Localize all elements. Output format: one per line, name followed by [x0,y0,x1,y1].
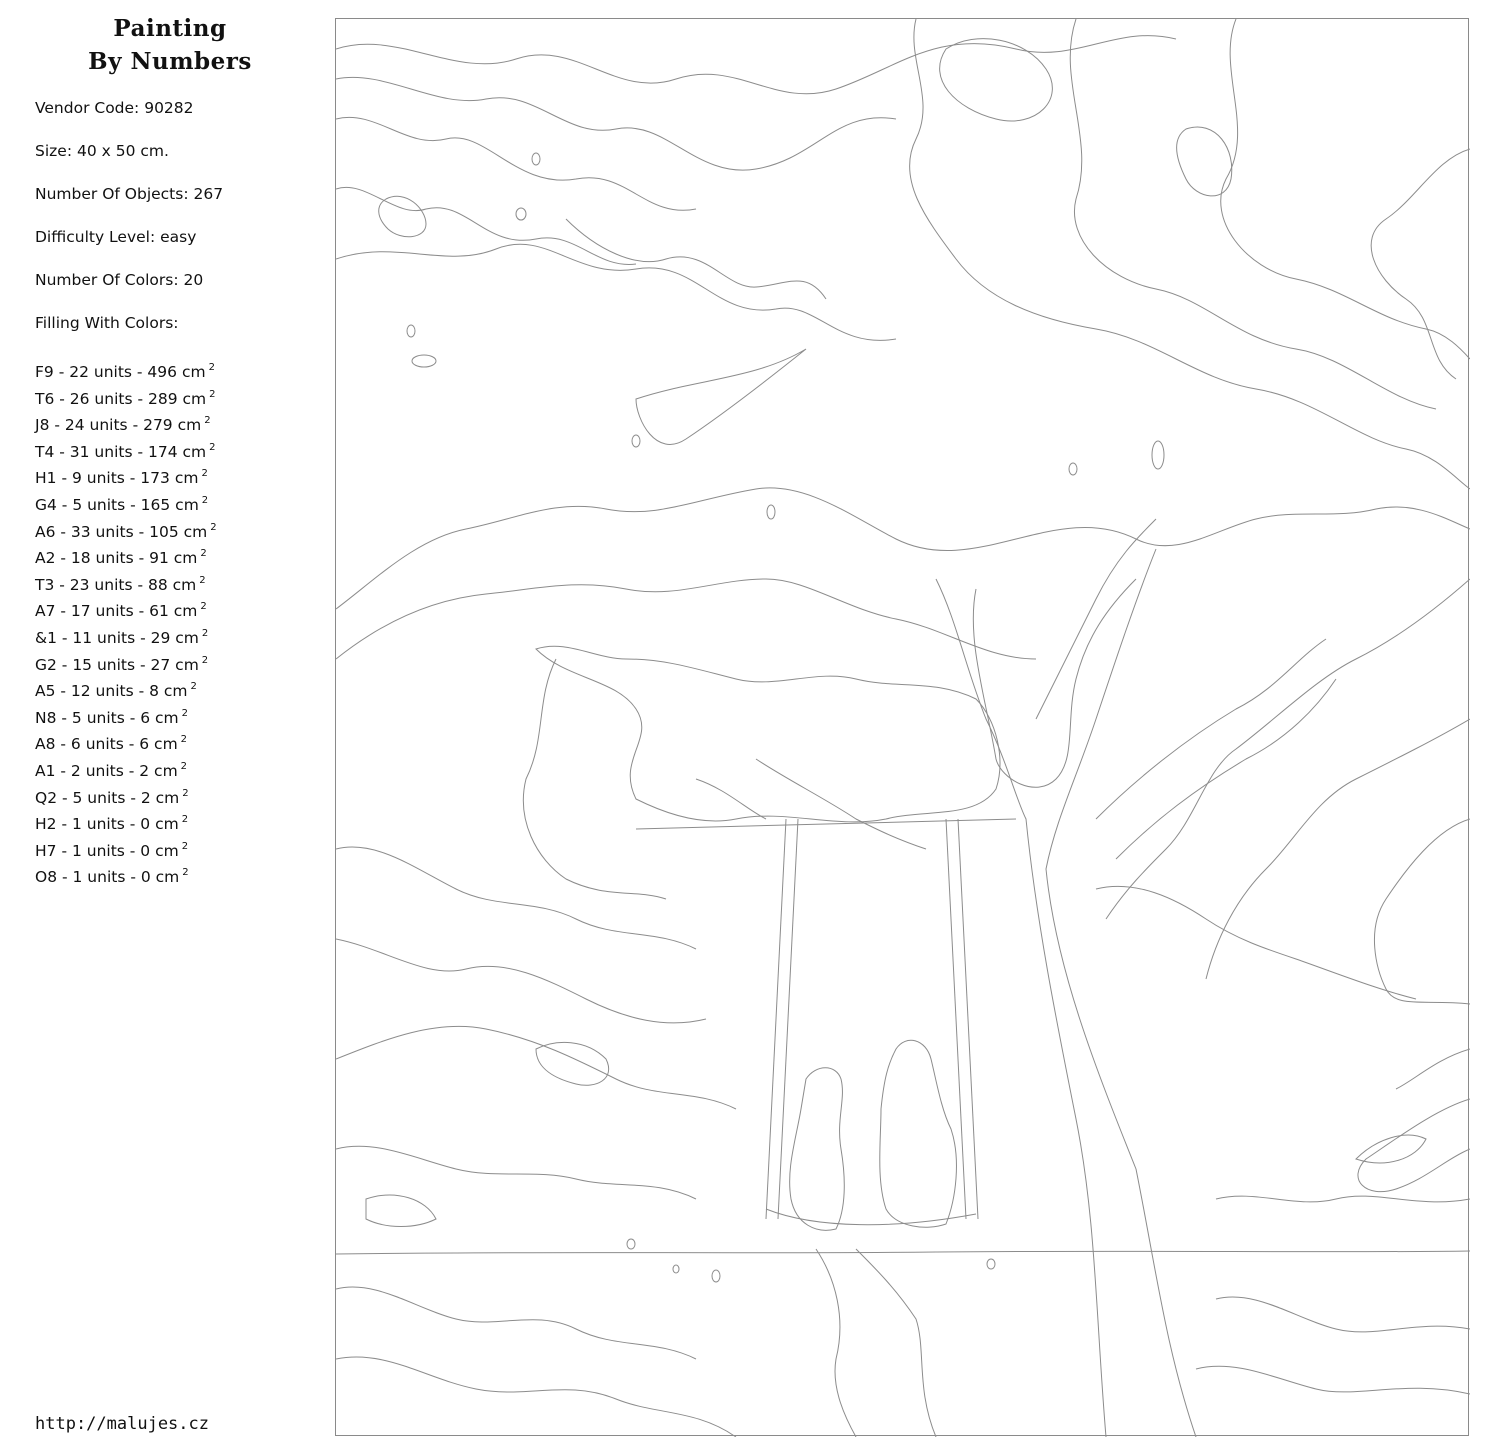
color-fill-text: &1 - 11 units - 29 cm [35,628,199,647]
unit-superscript: 2 [200,601,207,613]
unit-superscript: 2 [182,787,189,799]
color-fill-item [35,596,217,623]
color-fill-text: H1 - 9 units - 173 cm [35,469,199,488]
color-fill-item [35,384,217,411]
unit-superscript: 2 [210,521,217,533]
color-fill-text: Q2 - 5 units - 2 cm [35,788,180,807]
title-line-2: By Numbers [88,48,252,75]
unit-superscript: 2 [182,867,189,879]
color-fill-item [35,783,217,810]
unit-superscript: 2 [180,734,188,746]
product-info [35,98,223,356]
line-art [336,19,1470,1437]
color-fill-text: G4 - 5 units - 165 cm [35,495,199,514]
color-fill-text: H7 - 1 units - 0 cm [35,841,179,860]
color-fill-text: T6 - 26 units - 289 cm [35,389,207,408]
canvas-size: Size: 40 x 50 cm. [35,142,169,160]
color-fill-text: G2 - 15 units - 27 cm [35,655,199,674]
color-fill-item [35,836,217,863]
unit-superscript: 2 [200,548,207,560]
website-link[interactable]: http://malujes.cz [35,1414,209,1434]
colors-count: Number Of Colors: 20 [35,271,204,289]
color-fill-text: F9 - 22 units - 496 cm [35,363,206,381]
color-fill-text: A6 - 33 units - 105 cm [35,522,208,541]
color-fill-item [35,676,217,703]
unit-superscript: 2 [199,574,206,586]
unit-superscript: 2 [181,707,189,719]
color-fill-item [35,623,217,650]
color-fill-text: A8 - 6 units - 6 cm [35,735,178,754]
color-fill-item [35,410,217,437]
color-fill-text: A7 - 17 units - 61 cm [35,602,198,621]
color-fill-item [35,862,217,889]
coloring-canvas [335,18,1469,1436]
color-fill-text: H2 - 1 units - 0 cm [35,815,179,834]
color-fill-item [35,490,217,517]
unit-superscript: 2 [201,494,209,506]
vendor-code: Vendor Code: 90282 [35,99,194,117]
color-fill-item [35,650,217,677]
color-fill-text: A1 - 2 units - 2 cm [35,761,178,780]
color-fill-text: T4 - 31 units - 174 cm [35,442,207,461]
color-fill-item [35,703,217,730]
unit-superscript: 2 [208,362,215,373]
color-fill-text: O8 - 1 units - 0 cm [35,868,180,887]
unit-superscript: 2 [180,760,188,772]
color-fill-item [35,570,217,597]
color-fill-item [35,543,217,570]
filling-label: Filling With Colors: [35,314,179,332]
color-fill-item [35,517,217,544]
objects-count: Number Of Objects: 267 [35,185,224,203]
unit-superscript: 2 [181,840,189,852]
unit-superscript: 2 [209,441,216,453]
unit-superscript: 2 [181,814,189,826]
info-panel [0,0,320,1453]
unit-superscript: 2 [201,627,209,639]
color-fill-text: J8 - 24 units - 279 cm [35,416,202,435]
unit-superscript: 2 [204,415,211,427]
color-fill-item [35,437,217,464]
title-line-1: Painting [113,15,227,42]
color-fill-item [35,809,217,836]
unit-superscript: 2 [190,681,197,693]
unit-superscript: 2 [209,388,216,400]
color-fill-text: A2 - 18 units - 91 cm [35,549,198,568]
color-fill-text: A5 - 12 units - 8 cm [35,682,188,701]
page-title [60,12,280,78]
color-fill-text: T3 - 23 units - 88 cm [35,575,197,594]
color-fill-item [35,729,217,756]
unit-superscript: 2 [201,468,208,480]
color-fill-text: N8 - 5 units - 6 cm [35,708,179,727]
color-fill-item [35,756,217,783]
unit-superscript: 2 [201,654,209,666]
color-fill-item [35,357,217,384]
color-fill-item [35,463,217,490]
difficulty-level: Difficulty Level: easy [35,228,197,246]
color-fill-list [35,357,217,889]
